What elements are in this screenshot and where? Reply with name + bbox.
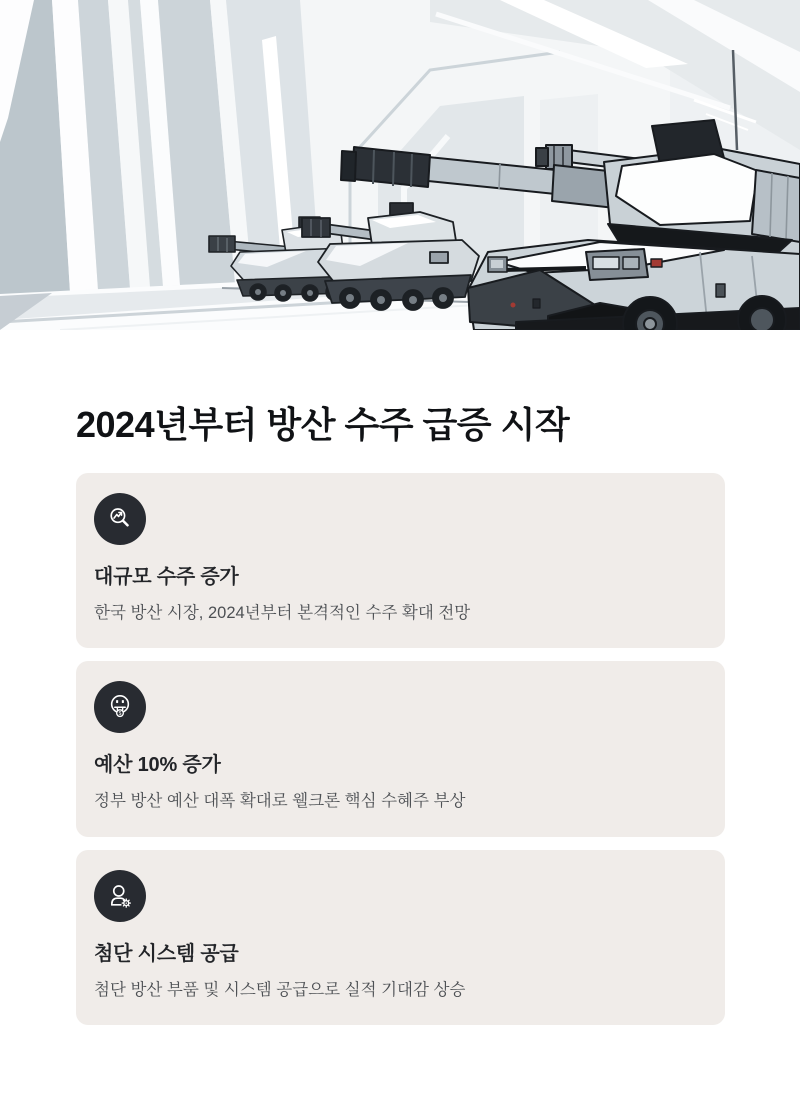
dollar-glyph: $ bbox=[118, 711, 122, 718]
page-title: 2024년부터 방산 수주 급증 시작 bbox=[76, 404, 570, 445]
money-mouth-face-icon bbox=[94, 681, 146, 733]
card-title: 대규모 수주 증가 bbox=[94, 566, 239, 588]
hero bbox=[0, 0, 800, 330]
card-description: 첨단 방산 부품 및 시스템 공급으로 실적 기대감 상승 bbox=[94, 980, 466, 999]
card-title: 첨단 시스템 공급 bbox=[94, 942, 239, 965]
card-orders-increase bbox=[76, 473, 725, 648]
card-systems-supply bbox=[76, 850, 725, 1025]
card-budget-increase bbox=[76, 661, 725, 836]
card-description: 정부 방산 예산 대폭 확대로 웰크론 핵심 수혜주 부상 bbox=[94, 792, 466, 811]
card-title: 예산 10% 증가 bbox=[94, 754, 221, 777]
search-trend-icon bbox=[94, 493, 146, 545]
hero-illustration bbox=[0, 0, 800, 330]
user-gear-icon bbox=[94, 870, 146, 922]
content bbox=[0, 402, 800, 1025]
card-list bbox=[76, 473, 725, 1025]
card-description: 한국 방산 시장, 2024년부터 본격적인 수주 확대 전망 bbox=[94, 604, 471, 622]
